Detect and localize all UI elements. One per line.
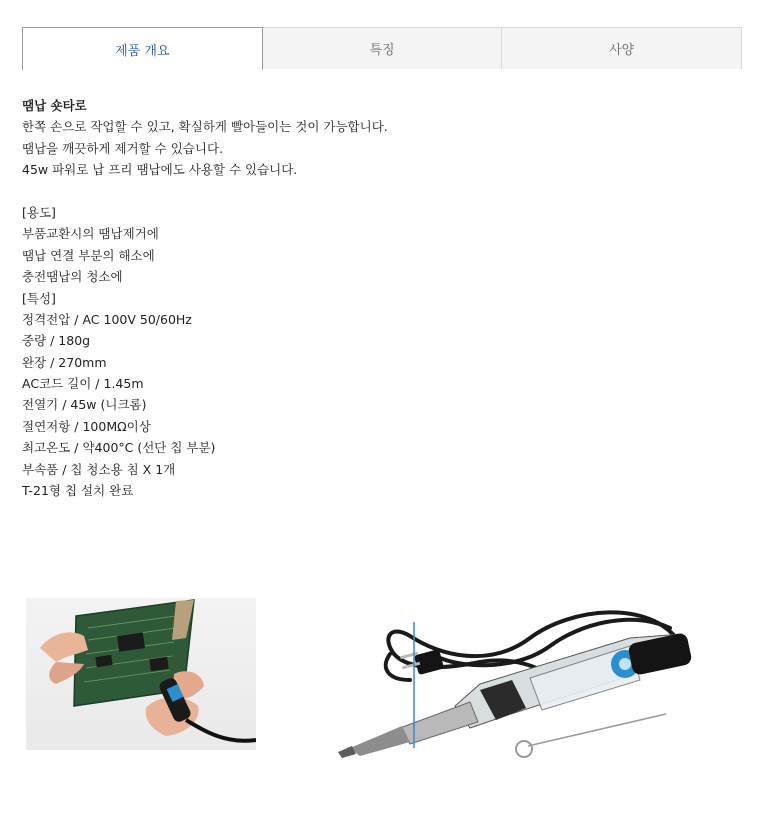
product-photo: [330, 598, 700, 768]
tab-overview[interactable]: 제품 개요: [22, 27, 263, 70]
spec-length: 완장 / 270mm: [22, 354, 107, 370]
usage-photo: [26, 598, 256, 750]
description-line: 한쪽 손으로 작업할 수 있고, 확실하게 빨아들이는 것이 가능합니다.: [22, 119, 388, 135]
spec-weight: 중량 / 180g: [22, 333, 91, 349]
spec-accessories: 부속품 / 칩 청소용 침 X 1개: [22, 461, 176, 477]
tab-specs[interactable]: 사양: [502, 27, 742, 69]
spec-tip: T-21형 칩 설치 완료: [22, 483, 134, 499]
spec-insulation: 절연저항 / 100MΩ이상: [22, 418, 151, 434]
usage-item: 부품교환시의 땜납제거에: [22, 226, 159, 242]
spec-rated-voltage: 정격전압 / AC 100V 50/60Hz: [22, 311, 192, 327]
product-tabs: [22, 27, 742, 69]
tab-features[interactable]: 특징: [263, 27, 503, 69]
spec-cord-length: AC코드 길이 / 1.45m: [22, 376, 144, 392]
product-title: 땜납 숏타로: [22, 98, 87, 113]
description-line: 45w 파워로 납 프리 땜납에도 사용할 수 있습니다.: [22, 162, 298, 178]
description-line: 땜납을 깨끗하게 제거할 수 있습니다.: [22, 140, 223, 156]
spec-heater: 전열기 / 45w (니크롬): [22, 397, 147, 413]
usage-header: [용도]: [22, 204, 56, 220]
spec-max-temp: 최고온도 / 약400°C (선단 칩 부분): [22, 440, 216, 456]
usage-item: 충전땜납의 청소에: [22, 269, 123, 285]
spacer: [22, 181, 742, 202]
features-header: [특성]: [22, 290, 56, 306]
product-description: [22, 95, 742, 501]
cleaning-pin-image: [516, 714, 666, 757]
usage-item: 땜납 연결 부분의 해소에: [22, 247, 155, 263]
